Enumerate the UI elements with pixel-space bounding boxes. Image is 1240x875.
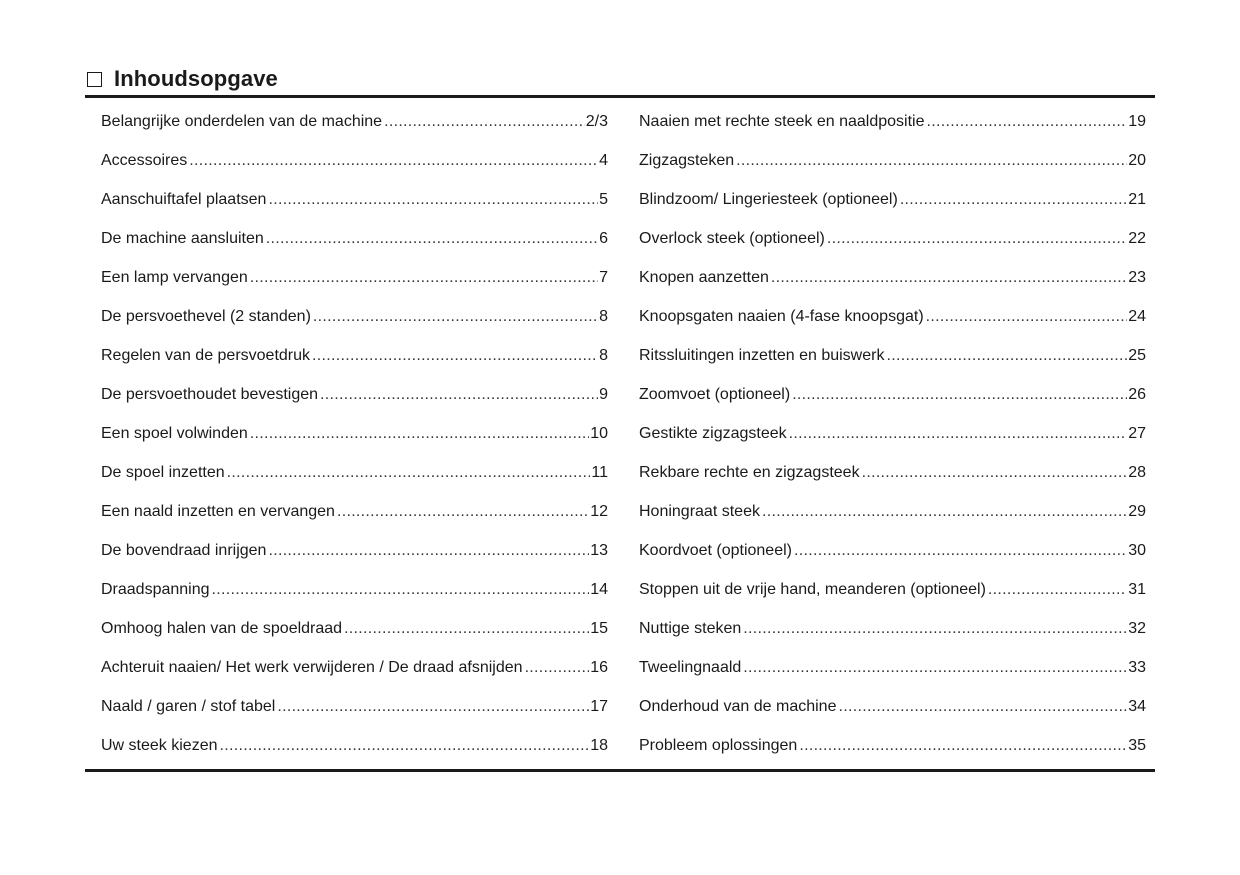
toc-entry-title: Ritssluitingen inzetten en buiswerk: [639, 347, 885, 364]
toc-entry-title: Achteruit naaien/ Het werk verwijderen / De draad afsnijden: [101, 659, 523, 676]
toc-entry: [639, 180, 1146, 219]
toc-entry-title: Belangrijke onderdelen van de machine: [101, 113, 383, 130]
toc-entry-page: 23: [1128, 269, 1146, 286]
toc-entry: [101, 453, 608, 492]
toc-entry-page: 15: [590, 620, 608, 637]
toc-entry: [639, 219, 1146, 258]
dot-leader: [736, 141, 1127, 180]
toc-entry: [639, 648, 1146, 687]
toc-entry-title: Knopen aanzetten: [639, 269, 769, 286]
dot-leader: [268, 531, 589, 570]
toc-entry-title: Honingraat steek: [639, 503, 760, 520]
dot-leader: [320, 375, 598, 414]
toc-entry-title: Zoomvoet (optioneel): [639, 386, 791, 403]
toc-entry-title: De persvoethevel (2 standen): [101, 308, 311, 325]
toc-entry-page: 30: [1128, 542, 1146, 559]
dot-leader: [927, 102, 1128, 141]
toc-entry: [639, 258, 1146, 297]
toc-entry: [101, 141, 608, 180]
toc-entry: [101, 492, 608, 531]
toc-entry-page: 10: [590, 425, 608, 442]
dot-leader: [900, 180, 1127, 219]
dot-leader: [384, 102, 585, 141]
toc-entry-page: 9: [599, 386, 608, 403]
dot-leader: [525, 648, 590, 687]
toc-entry-title: Overlock steek (optioneel): [639, 230, 825, 247]
dot-leader: [189, 141, 598, 180]
page-title: Inhoudsopgave: [114, 65, 278, 91]
dot-leader: [838, 687, 1127, 726]
toc-entry: [639, 570, 1146, 609]
toc-entry-page: 12: [590, 503, 608, 520]
toc-left-column: [101, 102, 608, 765]
toc-right-column: [639, 102, 1146, 765]
toc-entry-page: 8: [599, 347, 608, 364]
toc-entry-title: Accessoires: [101, 152, 188, 169]
toc-entry: [639, 687, 1146, 726]
dot-leader: [344, 609, 589, 648]
toc-entry: [101, 648, 608, 687]
dot-leader: [794, 531, 1127, 570]
toc-entry: [101, 687, 608, 726]
toc-entry-page: 8: [599, 308, 608, 325]
toc-entry: [101, 726, 608, 765]
toc-entry-page: 20: [1128, 152, 1146, 169]
toc-entry-page: 2/3: [585, 113, 608, 130]
toc-entry-title: Onderhoud van de machine: [639, 698, 837, 715]
dot-leader: [789, 414, 1128, 453]
toc-entry-page: 17: [590, 698, 608, 715]
toc-entry-page: 19: [1128, 113, 1146, 130]
toc-entry: [101, 219, 608, 258]
toc-entry-page: 21: [1128, 191, 1146, 208]
toc-entry-title: Rekbare rechte en zigzagsteek: [639, 464, 860, 481]
toc-entry-title: Omhoog halen van de spoeldraad: [101, 620, 343, 637]
toc-entry-page: 24: [1128, 308, 1146, 325]
toc-entry: [639, 297, 1146, 336]
toc-entry-page: 11: [591, 464, 608, 481]
toc-entry-page: 29: [1128, 503, 1146, 520]
dot-leader: [862, 453, 1128, 492]
toc-entry: [101, 570, 608, 609]
dot-leader: [268, 180, 598, 219]
toc-entry-page: 6: [599, 230, 608, 247]
toc-entry: [101, 102, 608, 141]
dot-leader: [220, 726, 590, 765]
toc-entry-title: De spoel inzetten: [101, 464, 225, 481]
dot-leader: [266, 219, 598, 258]
toc-entry: [101, 297, 608, 336]
toc-header: [85, 62, 1155, 98]
toc-entry-title: Tweelingnaald: [639, 659, 742, 676]
toc-entry-page: 28: [1128, 464, 1146, 481]
toc-entry: [639, 414, 1146, 453]
dot-leader: [988, 570, 1127, 609]
toc-entry-page: 31: [1128, 581, 1146, 598]
toc-entry-title: Gestikte zigzagsteek: [639, 425, 787, 442]
toc-entry-title: Naald / garen / stof tabel: [101, 698, 276, 715]
dot-leader: [792, 375, 1127, 414]
toc-entry-title: Een lamp vervangen: [101, 269, 248, 286]
toc-entry: [639, 609, 1146, 648]
toc-entry-title: Nuttige steken: [639, 620, 742, 637]
dot-leader: [926, 297, 1128, 336]
toc-entry-title: Naaien met rechte steek en naaldpositie: [639, 113, 925, 130]
toc-entry: [101, 180, 608, 219]
toc-entry-title: Blindzoom/ Lingeriesteek (optioneel): [639, 191, 898, 208]
dot-leader: [250, 258, 598, 297]
toc-entry-page: 22: [1128, 230, 1146, 247]
toc-entry-page: 27: [1128, 425, 1146, 442]
bottom-divider: [85, 769, 1155, 772]
dot-leader: [743, 609, 1127, 648]
dot-leader: [799, 726, 1127, 765]
toc-entry-page: 13: [590, 542, 608, 559]
toc-entry-title: De machine aansluiten: [101, 230, 264, 247]
toc-entry: [101, 258, 608, 297]
dot-leader: [227, 453, 591, 492]
dot-leader: [886, 336, 1127, 375]
toc-entry: [639, 453, 1146, 492]
dot-leader: [337, 492, 589, 531]
toc-entry-title: Probleem oplossingen: [639, 737, 798, 754]
dot-leader: [771, 258, 1127, 297]
toc-entry-page: 7: [599, 269, 608, 286]
toc-entry-page: 32: [1128, 620, 1146, 637]
toc-entry: [639, 375, 1146, 414]
toc-entry: [639, 102, 1146, 141]
dot-leader: [762, 492, 1127, 531]
toc-entry-title: Uw steek kiezen: [101, 737, 218, 754]
toc-entry-title: Draadspanning: [101, 581, 210, 598]
dot-leader: [212, 570, 590, 609]
dot-leader: [743, 648, 1127, 687]
toc-entry-title: Regelen van de persvoetdruk: [101, 347, 311, 364]
toc-entry-page: 16: [590, 659, 608, 676]
dot-leader: [277, 687, 589, 726]
toc-entry: [101, 414, 608, 453]
toc-entry-page: 34: [1128, 698, 1146, 715]
toc-entry-title: Een naald inzetten en vervangen: [101, 503, 335, 520]
toc-entry: [639, 531, 1146, 570]
toc-entry-title: De bovendraad inrijgen: [101, 542, 267, 559]
toc-entry: [639, 336, 1146, 375]
toc-entry-title: Knoopsgaten naaien (4-fase knoopsgat): [639, 308, 924, 325]
checkbox-square-icon: [87, 72, 102, 87]
toc-entry: [101, 336, 608, 375]
dot-leader: [250, 414, 589, 453]
toc-entry: [101, 609, 608, 648]
toc-entry-title: Koordvoet (optioneel): [639, 542, 792, 559]
dot-leader: [827, 219, 1127, 258]
toc-entry-title: Zigzagsteken: [639, 152, 735, 169]
toc-entry-title: Stoppen uit de vrije hand, meanderen (optioneel): [639, 581, 986, 598]
toc-entry-page: 26: [1128, 386, 1146, 403]
toc-entry-title: Een spoel volwinden: [101, 425, 248, 442]
toc-entry: [639, 492, 1146, 531]
toc-entry-title: Aanschuiftafel plaatsen: [101, 191, 267, 208]
dot-leader: [312, 336, 598, 375]
toc-entry-page: 35: [1128, 737, 1146, 754]
toc-entry: [639, 141, 1146, 180]
toc-entry-page: 5: [599, 191, 608, 208]
toc-entry: [101, 531, 608, 570]
toc-entry-page: 14: [590, 581, 608, 598]
toc-entry-page: 25: [1128, 347, 1146, 364]
toc-entry: [101, 375, 608, 414]
toc-entry-page: 4: [599, 152, 608, 169]
toc-entry: [639, 726, 1146, 765]
toc-entry-title: De persvoethoudet bevestigen: [101, 386, 319, 403]
dot-leader: [313, 297, 598, 336]
toc-entry-page: 18: [590, 737, 608, 754]
toc-entry-page: 33: [1128, 659, 1146, 676]
